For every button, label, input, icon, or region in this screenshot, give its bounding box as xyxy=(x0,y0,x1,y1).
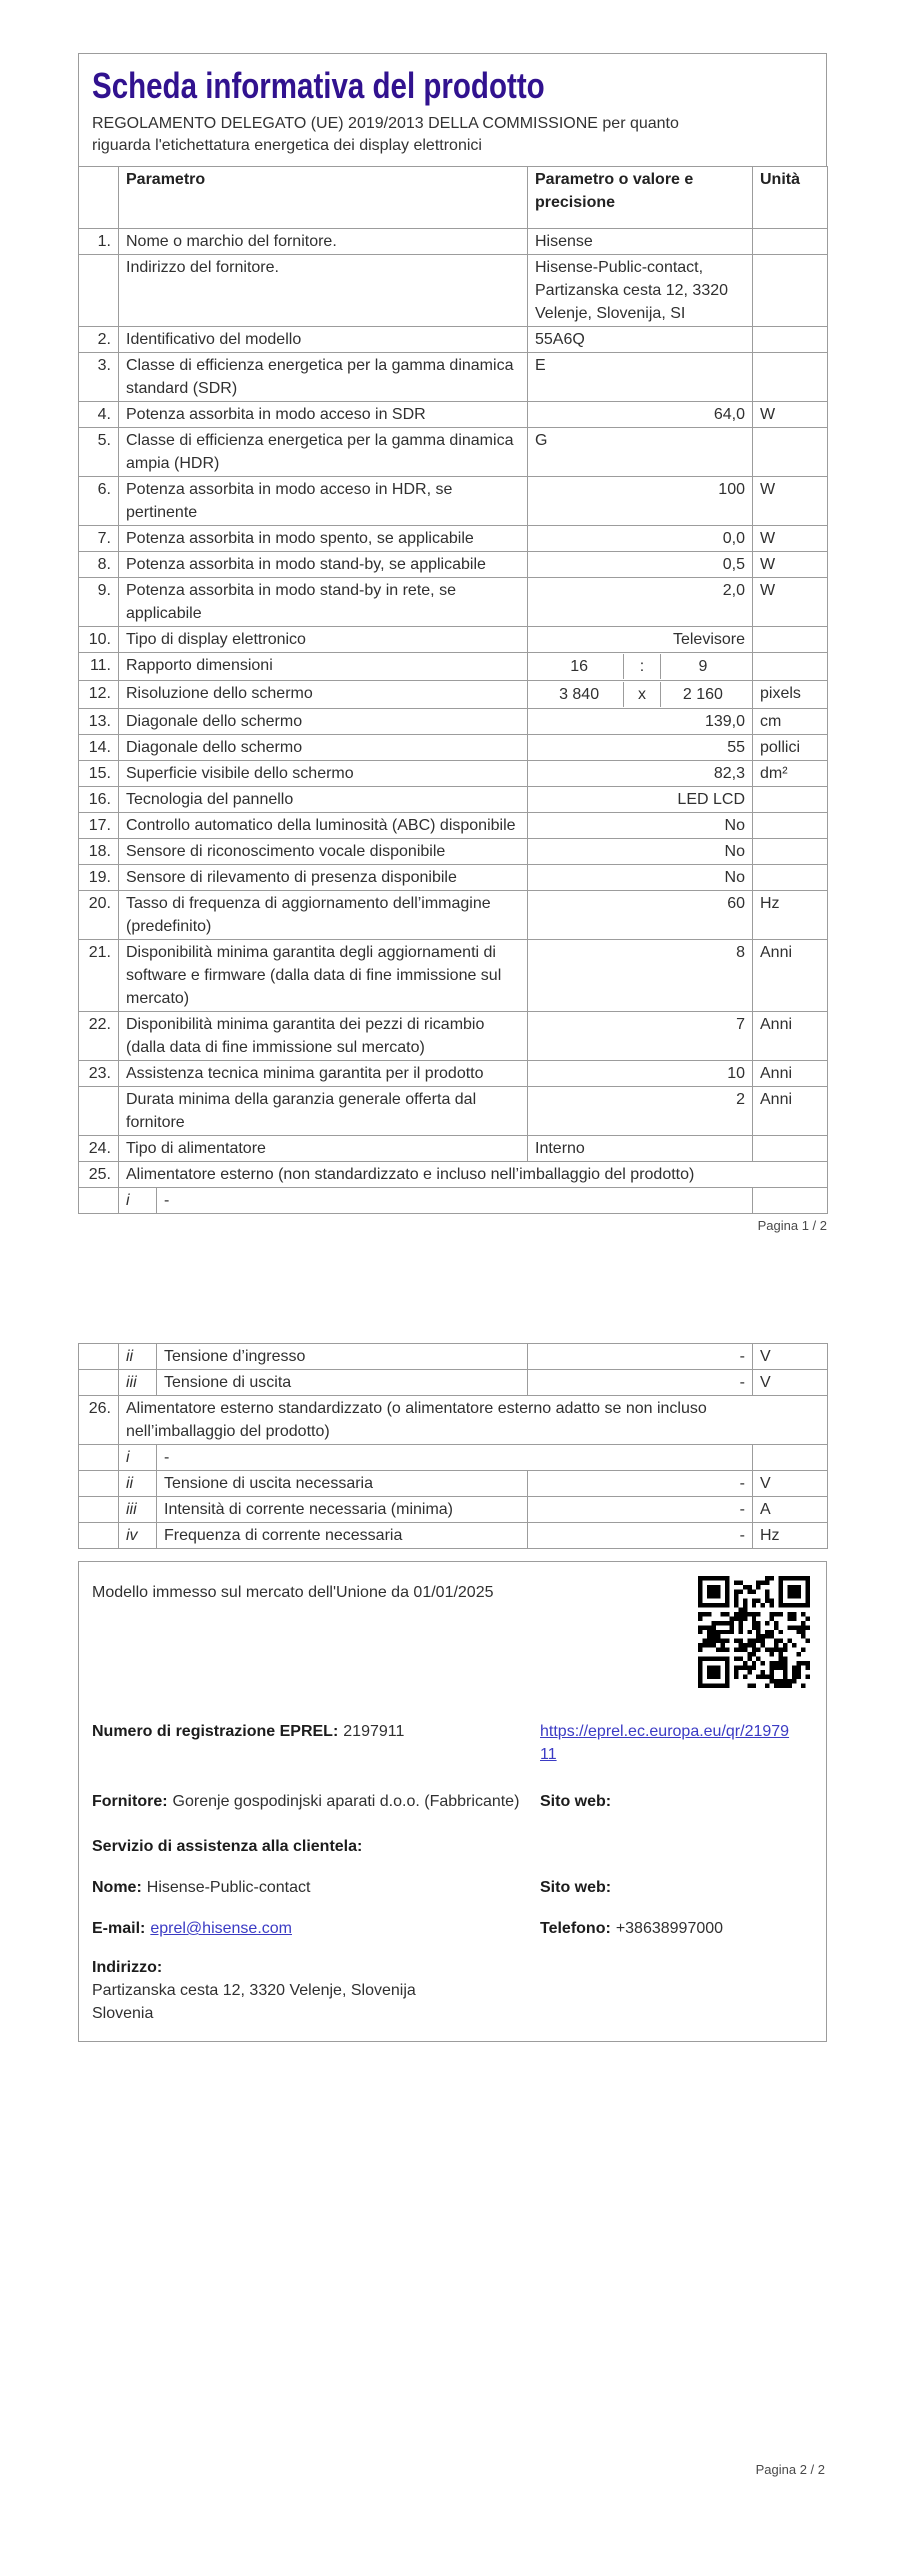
cell-value: G xyxy=(528,428,753,477)
cell-value: 139,0 xyxy=(528,709,753,735)
market-date-line: Modello immesso sul mercato dell'Unione da 01/01/2025 xyxy=(92,1584,494,1601)
cell-unit xyxy=(753,627,828,653)
cell-value: - xyxy=(528,1523,753,1549)
cell-number: 3. xyxy=(79,353,119,402)
email-label: E-mail: xyxy=(92,1920,146,1937)
cell-unit: W xyxy=(753,526,828,552)
cell-unit: Hz xyxy=(753,1523,828,1549)
cell-number: 16. xyxy=(79,787,119,813)
address-line-1: Partizanska cesta 12, 3320 Velenje, Slovenija xyxy=(92,1982,416,1999)
cell-subindex: ii xyxy=(119,1344,157,1370)
cell-number xyxy=(79,1087,119,1136)
cell-parameter: Rapporto dimensioni xyxy=(119,653,528,681)
cell-number: 13. xyxy=(79,709,119,735)
cell-number: 18. xyxy=(79,839,119,865)
cell-value-part: 2 160 xyxy=(682,686,723,703)
table-row xyxy=(79,1061,828,1087)
cell-number xyxy=(79,1445,119,1471)
cell-number: 2. xyxy=(79,327,119,353)
table-row xyxy=(79,353,828,402)
table-row xyxy=(79,865,828,891)
cell-number xyxy=(79,1370,119,1396)
cell-value: 8 xyxy=(528,940,753,1012)
table-row xyxy=(79,1188,828,1214)
cell-number: 1. xyxy=(79,229,119,255)
table-row xyxy=(79,1162,828,1188)
cell-number: 17. xyxy=(79,813,119,839)
supplier-row xyxy=(92,1790,814,1813)
cell-value: - xyxy=(528,1344,753,1370)
cell-number: 23. xyxy=(79,1061,119,1087)
cell-parameter: - xyxy=(157,1445,753,1471)
cell-value: E xyxy=(528,353,753,402)
cell-value-part: 3 840 xyxy=(559,686,600,703)
cell-value: - xyxy=(528,1370,753,1396)
table-row xyxy=(79,1012,828,1061)
cell-unit xyxy=(753,1188,828,1214)
cell-subindex: i xyxy=(119,1188,157,1214)
table-row xyxy=(79,787,828,813)
cell-value: Hisense xyxy=(528,229,753,255)
cell-value xyxy=(528,653,753,681)
table-row xyxy=(79,891,828,940)
cell-number: 24. xyxy=(79,1136,119,1162)
cell-value: 2 xyxy=(528,1087,753,1136)
service-email-row xyxy=(92,1917,814,1940)
cell-unit xyxy=(753,255,828,327)
cell-unit xyxy=(753,353,828,402)
table-row xyxy=(79,813,828,839)
cell-subindex: iii xyxy=(119,1497,157,1523)
cell-unit: Anni xyxy=(753,1012,828,1061)
cell-value xyxy=(528,681,753,709)
address-label: Indirizzo: xyxy=(92,1959,163,1976)
table-row xyxy=(79,526,828,552)
page2-footer: Pagina 2 / 2 xyxy=(755,2462,825,2477)
table-row xyxy=(79,627,828,653)
cell-value: No xyxy=(528,865,753,891)
cell-parameter: Tecnologia del pannello xyxy=(119,787,528,813)
cell-subindex: iv xyxy=(119,1523,157,1549)
cell-value: 100 xyxy=(528,477,753,526)
address-line-2: Slovenia xyxy=(92,2005,154,2022)
product-fiche-table-page2 xyxy=(78,1343,828,1549)
product-fiche-table-page1 xyxy=(78,166,828,1214)
cell-parameter: Tipo di display elettronico xyxy=(119,627,528,653)
cell-unit xyxy=(753,428,828,477)
table-row xyxy=(79,229,828,255)
table-header-row xyxy=(79,167,828,229)
eprel-row xyxy=(92,1720,814,1766)
cell-unit: W xyxy=(753,552,828,578)
table-row xyxy=(79,681,828,709)
cell-subindex: iii xyxy=(119,1370,157,1396)
table-row xyxy=(79,1523,828,1549)
cell-parameter: Classe di efficienza energetica per la gamma dinamica ampia (HDR) xyxy=(119,428,528,477)
cell-subindex: ii xyxy=(119,1471,157,1497)
cell-unit: Anni xyxy=(753,1087,828,1136)
cell-parameter: Tensione di uscita necessaria xyxy=(157,1471,528,1497)
cell-parameter: Potenza assorbita in modo stand-by, se applicabile xyxy=(119,552,528,578)
cell-number: 12. xyxy=(79,681,119,709)
eprel-link[interactable]: https://eprel.ec.europa.eu/qr/2197911 xyxy=(540,1723,790,1763)
table-row xyxy=(79,327,828,353)
phone-value: +38638997000 xyxy=(615,1920,724,1937)
cell-value: No xyxy=(528,839,753,865)
cell-unit xyxy=(753,653,828,681)
table-row xyxy=(79,1396,828,1445)
cell-parameter: Tipo di alimentatore xyxy=(119,1136,528,1162)
table-row xyxy=(79,1136,828,1162)
page-title: Scheda informativa del prodotto xyxy=(92,65,545,106)
market-info-box xyxy=(78,1561,827,2042)
cell-parameter: Potenza assorbita in modo spento, se applicabile xyxy=(119,526,528,552)
cell-unit: W xyxy=(753,578,828,627)
cell-parameter: Potenza assorbita in modo acceso in HDR, se pertinente xyxy=(119,477,528,526)
cell-parameter: Intensità di corrente necessaria (minima) xyxy=(157,1497,528,1523)
cell-number: 19. xyxy=(79,865,119,891)
cell-parameter: Controllo automatico della luminosità (ABC) disponibile xyxy=(119,813,528,839)
table-row xyxy=(79,1344,828,1370)
cell-unit xyxy=(753,327,828,353)
table-row xyxy=(79,653,828,681)
cell-parameter: Alimentatore esterno (non standardizzato e incluso nell’imballaggio del prodotto) xyxy=(119,1162,828,1188)
cell-number: 11. xyxy=(79,653,119,681)
table-row xyxy=(79,402,828,428)
cell-unit: Anni xyxy=(753,1061,828,1087)
cell-value: 55A6Q xyxy=(528,327,753,353)
cell-parameter: Sensore di riconoscimento vocale disponibile xyxy=(119,839,528,865)
qr-code xyxy=(698,1576,810,1688)
cell-parameter: Risoluzione dello schermo xyxy=(119,681,528,709)
name-value: Hisense-Public-contact xyxy=(146,1879,311,1896)
cell-unit: pollici xyxy=(753,735,828,761)
cell-number: 6. xyxy=(79,477,119,526)
cell-value-part: x xyxy=(623,682,661,707)
cell-parameter: Alimentatore esterno standardizzato (o alimentatore esterno adatto se non incluso nell’imballaggio del prodotto) xyxy=(119,1396,828,1445)
cell-number xyxy=(79,1471,119,1497)
cell-number: 26. xyxy=(79,1396,119,1445)
cell-number: 9. xyxy=(79,578,119,627)
cell-number: 21. xyxy=(79,940,119,1012)
cell-unit xyxy=(753,229,828,255)
cell-number xyxy=(79,255,119,327)
cell-value: 0,0 xyxy=(528,526,753,552)
cell-value: - xyxy=(528,1497,753,1523)
email-link[interactable]: eprel@hisense.com xyxy=(150,1920,292,1937)
table-row xyxy=(79,428,828,477)
supplier-value: Gorenje gospodinjski aparati d.o.o. (Fabbricante) xyxy=(172,1793,520,1810)
cell-value: - xyxy=(528,1471,753,1497)
cell-parameter: Tensione d’ingresso xyxy=(157,1344,528,1370)
cell-value: 10 xyxy=(528,1061,753,1087)
table-row xyxy=(79,1471,828,1497)
cell-number: 15. xyxy=(79,761,119,787)
cell-unit: V xyxy=(753,1370,828,1396)
regulation-subtitle: REGOLAMENTO DELEGATO (UE) 2019/2013 DELLA COMMISSIONE per quanto riguarda l'etichettatura energetica dei display elettronici xyxy=(92,115,679,154)
table-row xyxy=(79,1445,828,1471)
cell-value: 64,0 xyxy=(528,402,753,428)
cell-parameter: Tensione di uscita xyxy=(157,1370,528,1396)
cell-parameter: Diagonale dello schermo xyxy=(119,709,528,735)
cell-number: 25. xyxy=(79,1162,119,1188)
cell-unit: W xyxy=(753,477,828,526)
cell-unit xyxy=(753,1136,828,1162)
table-row xyxy=(79,940,828,1012)
cell-parameter: Identificativo del modello xyxy=(119,327,528,353)
cell-number xyxy=(79,1497,119,1523)
cell-parameter: Potenza assorbita in modo stand-by in rete, se applicabile xyxy=(119,578,528,627)
cell-value: Televisore xyxy=(528,627,753,653)
cell-number: 5. xyxy=(79,428,119,477)
eprel-label: Numero di registrazione EPREL: xyxy=(92,1723,339,1740)
cell-subindex: i xyxy=(119,1445,157,1471)
table-row xyxy=(79,255,828,327)
cell-number xyxy=(79,1188,119,1214)
table-row xyxy=(79,477,828,526)
table-row xyxy=(79,1497,828,1523)
cell-value: 2,0 xyxy=(528,578,753,627)
cell-parameter: Frequenza di corrente necessaria xyxy=(157,1523,528,1549)
cell-unit xyxy=(753,813,828,839)
page1-footer: Pagina 1 / 2 xyxy=(757,1218,827,1233)
service-name-row xyxy=(92,1876,814,1899)
cell-number: 4. xyxy=(79,402,119,428)
cell-number: 14. xyxy=(79,735,119,761)
cell-value-part: 16 xyxy=(570,658,588,675)
cell-value: 7 xyxy=(528,1012,753,1061)
cell-unit: Anni xyxy=(753,940,828,1012)
cell-unit: cm xyxy=(753,709,828,735)
cell-unit: dm² xyxy=(753,761,828,787)
cell-unit: V xyxy=(753,1471,828,1497)
cell-unit xyxy=(753,787,828,813)
cell-parameter: Disponibilità minima garantita dei pezzi di ricambio (dalla data di fine immissione sul mercato) xyxy=(119,1012,528,1061)
table-row xyxy=(79,1087,828,1136)
cell-unit: pixels xyxy=(753,681,828,709)
website-label-2: Sito web: xyxy=(540,1879,612,1896)
table-row xyxy=(79,552,828,578)
name-label: Nome: xyxy=(92,1879,142,1896)
cell-parameter: Indirizzo del fornitore. xyxy=(119,255,528,327)
cell-value-part: : xyxy=(623,654,661,679)
cell-number: 22. xyxy=(79,1012,119,1061)
cell-unit: A xyxy=(753,1497,828,1523)
address-block xyxy=(92,1956,814,2025)
col-header-unit: Unità xyxy=(753,167,828,229)
table-row xyxy=(79,1370,828,1396)
cell-value: Hisense-Public-contact, Partizanska cesta 12, 3320 Velenje, Slovenija, SI xyxy=(528,255,753,327)
cell-unit: W xyxy=(753,402,828,428)
cell-value: 55 xyxy=(528,735,753,761)
cell-value: No xyxy=(528,813,753,839)
cell-value: 82,3 xyxy=(528,761,753,787)
cell-unit xyxy=(753,865,828,891)
cell-parameter: Tasso di frequenza di aggiornamento dell’immagine (predefinito) xyxy=(119,891,528,940)
cell-number: 7. xyxy=(79,526,119,552)
col-header-parameter: Parametro xyxy=(119,167,528,229)
col-header-empty xyxy=(79,167,119,229)
cell-parameter: Potenza assorbita in modo acceso in SDR xyxy=(119,402,528,428)
cell-unit xyxy=(753,839,828,865)
cell-parameter: Durata minima della garanzia generale offerta dal fornitore xyxy=(119,1087,528,1136)
table-row xyxy=(79,761,828,787)
cell-parameter: Sensore di rilevamento di presenza disponibile xyxy=(119,865,528,891)
table-row xyxy=(79,709,828,735)
cell-unit xyxy=(753,1445,828,1471)
website-label: Sito web: xyxy=(540,1793,612,1810)
cell-parameter: Classe di efficienza energetica per la gamma dinamica standard (SDR) xyxy=(119,353,528,402)
cell-parameter: Superficie visibile dello schermo xyxy=(119,761,528,787)
cell-value: 60 xyxy=(528,891,753,940)
cell-value-part: 9 xyxy=(698,658,708,675)
cell-parameter: Diagonale dello schermo xyxy=(119,735,528,761)
cell-value: 0,5 xyxy=(528,552,753,578)
phone-label: Telefono: xyxy=(540,1920,611,1937)
table-row xyxy=(79,735,828,761)
cell-parameter: Assistenza tecnica minima garantita per il prodotto xyxy=(119,1061,528,1087)
cell-number xyxy=(79,1523,119,1549)
table-row xyxy=(79,578,828,627)
cell-number: 8. xyxy=(79,552,119,578)
cell-number: 10. xyxy=(79,627,119,653)
cell-unit: V xyxy=(753,1344,828,1370)
cell-unit: Hz xyxy=(753,891,828,940)
cell-value: Interno xyxy=(528,1136,753,1162)
cell-number: 20. xyxy=(79,891,119,940)
customer-service-heading: Servizio di assistenza alla clientela: xyxy=(92,1838,363,1855)
cell-parameter: Nome o marchio del fornitore. xyxy=(119,229,528,255)
header-box xyxy=(78,53,827,166)
eprel-number: 2197911 xyxy=(343,1723,405,1740)
cell-value: LED LCD xyxy=(528,787,753,813)
table-row xyxy=(79,839,828,865)
col-header-value: Parametro o valore e precisione xyxy=(528,167,753,229)
cell-parameter: Disponibilità minima garantita degli aggiornamenti di software e firmware (dalla data di fine immissione sul mercato) xyxy=(119,940,528,1012)
cell-parameter: - xyxy=(157,1188,753,1214)
cell-number xyxy=(79,1344,119,1370)
supplier-label: Fornitore: xyxy=(92,1793,168,1810)
